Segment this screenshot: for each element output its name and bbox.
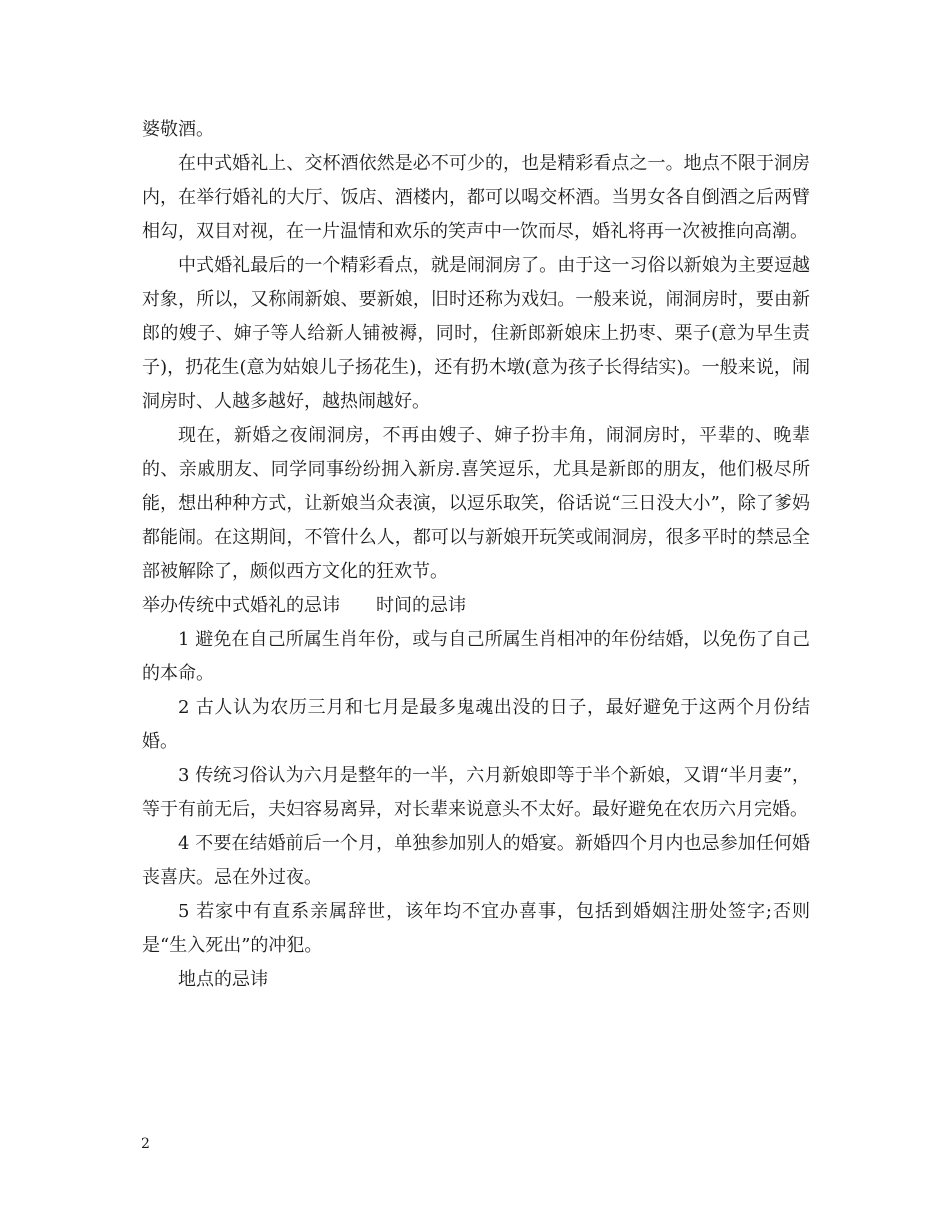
taboo-item-5: 5 若家中有直系亲属辞世，该年均不宜办喜事，包括到婚姻注册处签字;否则是“生入死出”的冲犯。 — [142, 901, 810, 956]
paragraph-jiaobeijiu: 在中式婚礼上、交杯酒依然是必不可少的，也是精彩看点之一。地点不限于洞房内，在举行婚礼的大厅、饭店、酒楼内，都可以喝交杯酒。当男女各自倒酒之后两臂相勾，双目对视，在一片温情和欢乐的笑声中一饮而尽，婚礼将再一次被推向高潮。 — [142, 153, 810, 242]
subsection-heading-location: 地点的忌讳 — [178, 969, 268, 990]
taboo-item-2: 2 古人认为农历三月和七月是最多鬼魂出没的日子，最好避免于这两个月份结婚。 — [142, 697, 810, 752]
taboo-item-3: 3 传统习俗认为六月是整年的一半，六月新娘即等于半个新娘，又谓“半月妻”，等于有前无后，夫妇容易离异，对长辈来说意头不太好。最好避免在农历六月完婚。 — [142, 765, 810, 820]
document-body — [142, 113, 810, 997]
paragraph-naodongfang: 中式婚礼最后的一个精彩看点，就是闹洞房了。由于这一习俗以新娘为主要逗越对象，所以，又称闹新娘、要新娘，旧时还称为戏妇。一般来说，闹洞房时，要由新郎的嫂子、婶子等人给新人铺被褥，同时，住新郎新娘床上扔枣、栗子(意为早生责子)，扔花生(意为姑娘儿子扬花生)，还有扔木墩(意为孩子长得结实)。一般来说，闹洞房时、人越多越好，越热闹越好。 — [142, 255, 810, 412]
section-heading-main: 举办传统中式婚礼的忌讳 — [142, 595, 340, 616]
paragraph-continuation: 婆敬酒。 — [142, 119, 214, 140]
paragraph-modern-custom: 现在，新婚之夜闹洞房，不再由嫂子、婶子扮丰角，闹洞房时，平辈的、晚辈的、亲戚朋友、同学同事纷纷拥入新房.喜笑逗乐，尤具是新郎的朋友，他们极尽所能，想出种种方式，让新娘当众表演，以逗乐取笑，俗话说“三日没大小”，除了爹妈都能闹。在这期间，不管什么人，都可以与新娘开玩笑或闹洞房，很多平时的禁忌全部被解除了，颇似西方文化的狂欢节。 — [142, 425, 810, 582]
taboo-item-4: 4 不要在结婚前后一个月，单独参加别人的婚宴。新婚四个月内也忌参加任何婚丧喜庆。忌在外过夜。 — [142, 833, 810, 888]
section-heading-sub: 时间的忌讳 — [376, 595, 466, 616]
page-number: 2 — [141, 1136, 150, 1152]
taboo-item-1: 1 避免在自己所属生肖年份，或与自己所属生肖相冲的年份结婚，以免伤了自己的本命。 — [142, 629, 810, 684]
section-heading — [142, 589, 810, 623]
